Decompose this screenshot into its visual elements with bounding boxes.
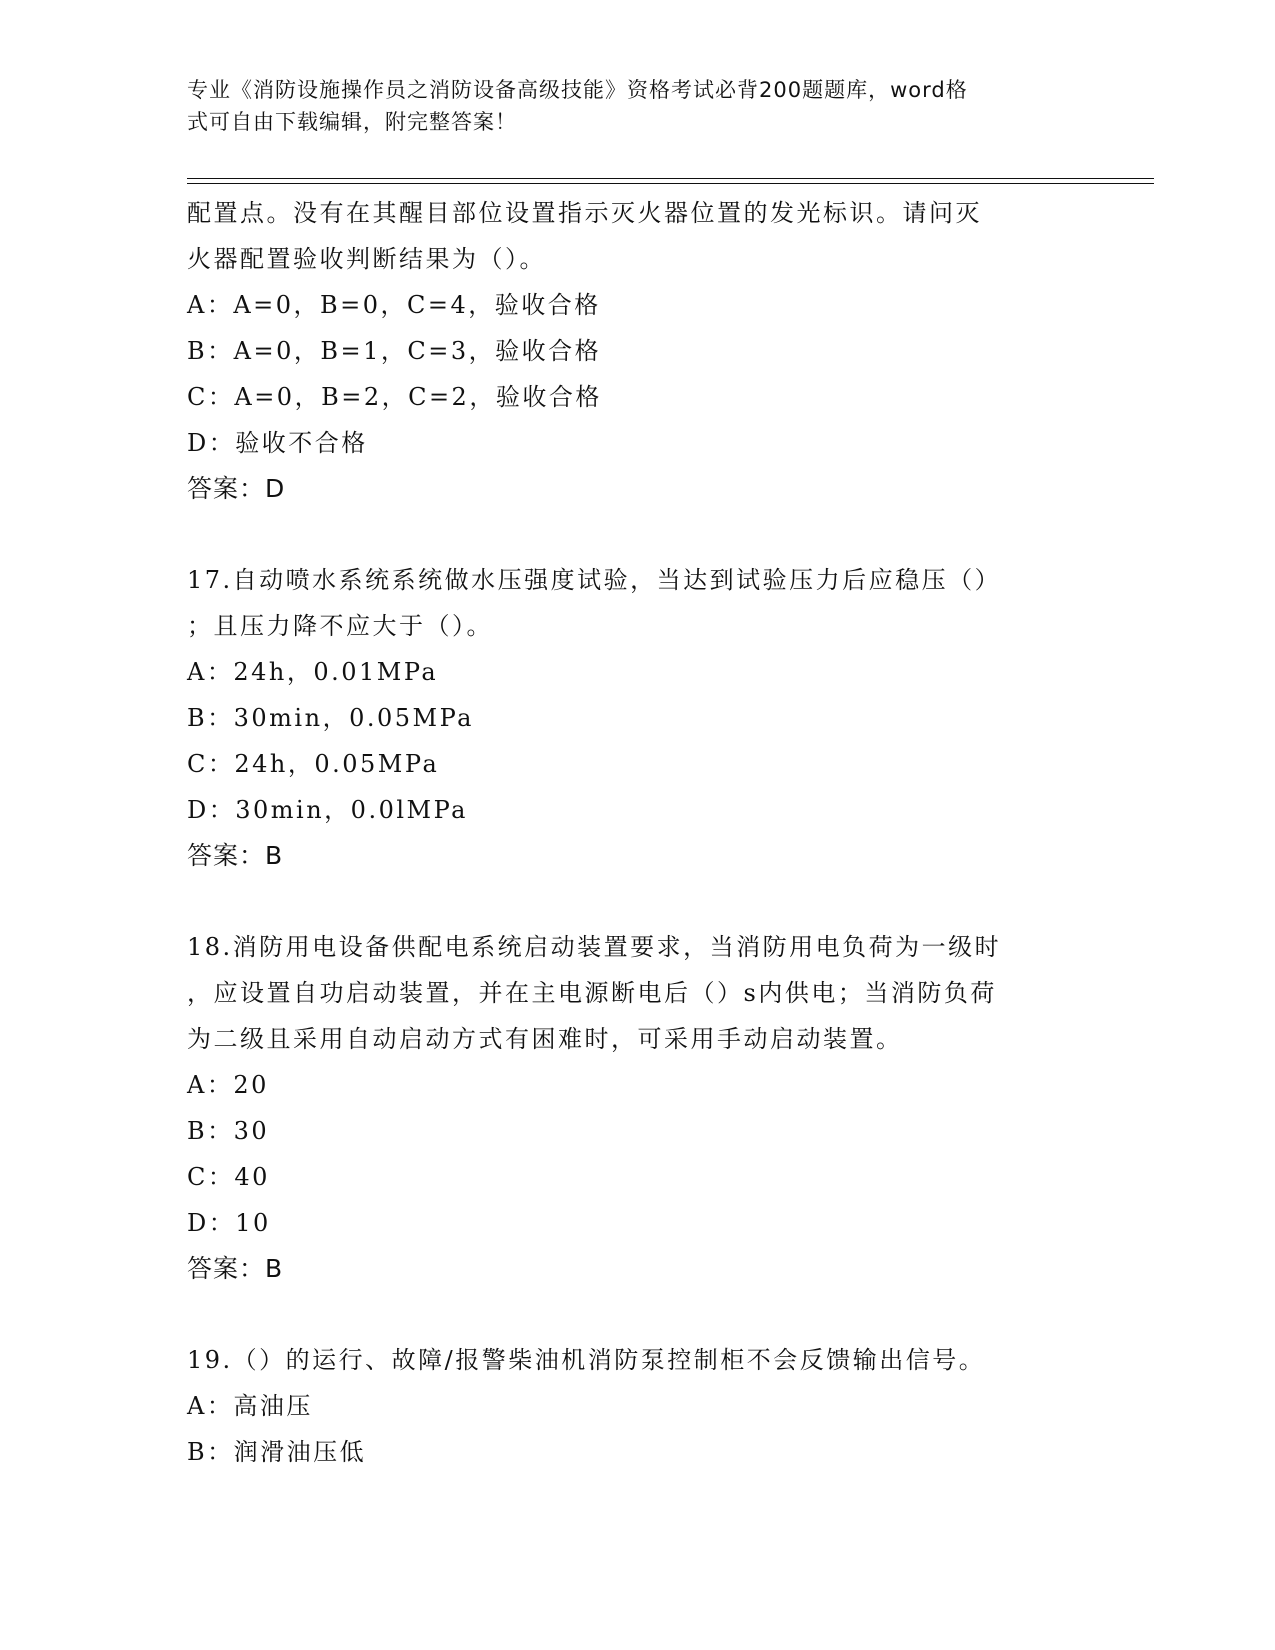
option-c: C：A=0，B=2，C=2，验收合格 (187, 383, 602, 411)
option-b: B：30 (187, 1117, 270, 1145)
header-line-2: 式可自由下载编辑，附完整答案！ (187, 110, 517, 134)
question-19 (187, 1337, 1087, 1475)
header-line-1: 专业《消防设施操作员之消防设备高级技能》资格考试必背200题题库，word格 (187, 78, 968, 102)
option-d: D：10 (187, 1209, 271, 1237)
question-stem-line: 18.消防用电设备供配电系统启动装置要求，当消防用电负荷为一级时 (187, 933, 1002, 961)
question-list (187, 190, 1087, 1475)
question-spacer (187, 512, 1087, 557)
header-divider-bottom (187, 183, 1154, 184)
question-stem-line: ；且压力降不应大于（）。 (187, 612, 493, 640)
option-c: C：24h，0.05MPa (187, 750, 440, 778)
option-a: A：高油压 (187, 1392, 313, 1420)
document-header (187, 74, 1067, 138)
question-stem-line: ，应设置自功启动装置，并在主电源断电后（）s内供电；当消防负荷 (187, 979, 997, 1007)
question-spacer (187, 1292, 1087, 1337)
option-d: D：验收不合格 (187, 429, 368, 457)
question-spacer (187, 879, 1087, 924)
option-a: A：A=0，B=0，C=4，验收合格 (187, 291, 601, 319)
answer-label: 答案：D (187, 474, 286, 503)
question-stem-line: 为二级且采用自动启动方式有困难时，可采用手动启动装置。 (187, 1025, 903, 1053)
question-stem-line: 火器配置验收判断结果为（）。 (187, 245, 546, 273)
header-divider-top (187, 178, 1154, 179)
question-stem-line: 配置点。没有在其醒目部位设置指示灭火器位置的发光标识。请问灭 (187, 199, 982, 227)
question-18 (187, 924, 1087, 1292)
option-c: C：40 (187, 1163, 270, 1191)
option-d: D：30min，0.0lMPa (187, 796, 468, 824)
question-stem-line: 17.自动喷水系统系统做水压强度试验，当达到试验压力后应稳压（） (187, 566, 1002, 594)
question-stem-line: 19.（）的运行、故障/报警柴油机消防泵控制柜不会反馈输出信号。 (187, 1346, 986, 1374)
option-a: A：20 (187, 1071, 269, 1099)
option-b: B：30min，0.05MPa (187, 704, 474, 732)
answer-label: 答案：B (187, 1254, 284, 1283)
question-16 (187, 190, 1087, 512)
option-b: B：A=0，B=1，C=3，验收合格 (187, 337, 602, 365)
answer-label: 答案：B (187, 841, 284, 870)
question-17 (187, 557, 1087, 879)
option-a: A：24h，0.01MPa (187, 658, 439, 686)
option-b: B：润滑油压低 (187, 1438, 367, 1466)
